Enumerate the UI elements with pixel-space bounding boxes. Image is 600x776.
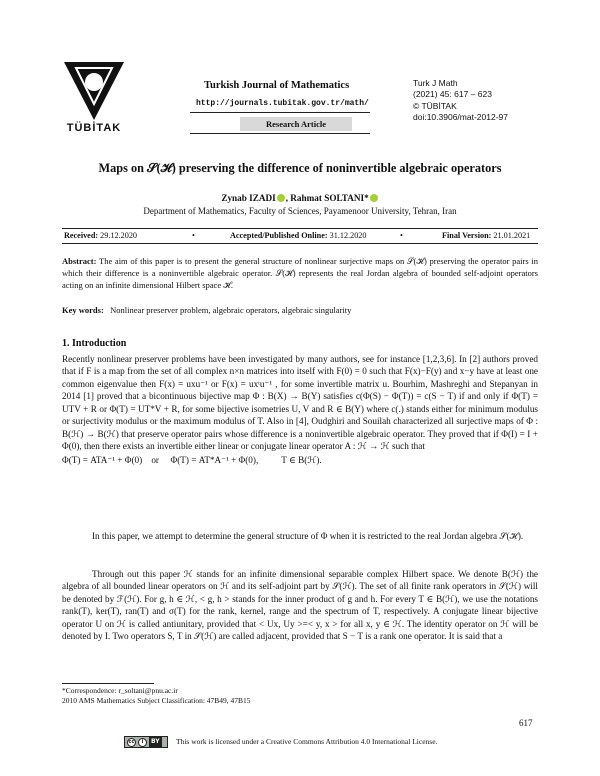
- journal-meta: [413, 78, 508, 123]
- keywords-label: Key words:: [62, 305, 104, 315]
- volume-pages: (2021) 45: 617 – 623: [413, 89, 492, 100]
- doi[interactable]: doi:10.3906/mat-2012-97: [413, 111, 508, 122]
- final-version-date: Final Version: 21.01.2021: [442, 231, 531, 240]
- display-formula: Φ(T) = ATA⁻¹ + Φ(0) or Φ(T) = AT*A⁻¹ + Φ(0), T ∈ B(ℋ).: [62, 454, 322, 465]
- copyright: © TÜBİTAK: [413, 100, 457, 111]
- bullet-separator: •: [400, 231, 403, 240]
- orcid-icon[interactable]: [277, 194, 285, 202]
- author-name: Zynab IZADI: [221, 193, 276, 203]
- msc-note: 2010 AMS Mathematics Subject Classification: 47B49, 47B15: [62, 696, 251, 705]
- journal-url-link[interactable]: http://journals.tubitak.gov.tr/math/: [196, 99, 369, 108]
- journal-abbrev: Turk J Math: [413, 78, 458, 88]
- cc-icon: cc: [128, 738, 135, 745]
- abstract: [62, 255, 538, 292]
- received-date: Received: 29.12.2020: [64, 231, 137, 240]
- keywords-text: Nonlinear preserver problem, algebraic operators, algebraic singularity: [110, 305, 352, 315]
- author-name: Rahmat SOLTANI*: [290, 193, 369, 203]
- body-paragraph: In this paper, we attempt to determine the general structure of Φ when it is restricted to the real Jordan algebra 𝒮(ℋ).: [92, 531, 524, 541]
- bullet-separator: •: [192, 231, 195, 240]
- keywords: [62, 305, 538, 315]
- license-text: This work is licensed under a Creative Commons Attribution 4.0 International License.: [176, 737, 438, 746]
- by-icon: BY: [151, 738, 160, 745]
- dates-divider: [62, 243, 538, 244]
- body-paragraph: Through out this paper ℋ stands for an infinite dimensional separable complex Hilbert space. We denote B(ℋ) the algebra of all bounded linear operators on ℋ and its self-adjoint part by 𝒮(ℋ). The set of all finite rank operators in 𝒮(ℋ) will be denoted by ℱ(ℋ). For g, h ∈ ℋ, < g, h > stands for the inner product of g and h. For every T ∈ B(ℋ), we use the notations rank(T), ker(T), ran(T) and σ(T) for the rank, kernel, range and the spectrum of T, respectively. A conjugate linear bijective operator U on ℋ is called antiunitary, provided that < Ux, Uy >=< y, x > for all x, y ∈ ℋ. The identity operator on ℋ will be denoted by I. Two operators S, T in 𝒮(ℋ) are called adjacent, provided that S − T is a rank one operator. It is said that a: [62, 569, 538, 642]
- article-type-label: Research Article: [240, 117, 352, 131]
- abstract-label: Abstract:: [62, 256, 97, 266]
- affiliation: Department of Mathematics, Faculty of Sciences, Payamenoor University, Tehran, Iran: [143, 206, 457, 216]
- article-title: Maps on 𝒮(ℋ) preserving the difference of noninvertible algebraic operators: [98, 161, 502, 175]
- dates-divider: [62, 228, 538, 229]
- page-number: 617: [519, 718, 533, 728]
- accepted-date: Accepted/Published Online: 31.12.2020: [230, 231, 367, 240]
- correspondence-note: *Correspondence: r_soltani@pnu.ac.ir: [62, 686, 178, 695]
- author-line: Zynab IZADI , Rahmat SOLTANI*: [0, 193, 600, 203]
- cc-license-badge[interactable]: [124, 736, 168, 748]
- logo-text: TÜBİTAK: [66, 122, 122, 134]
- footnotes: [62, 686, 251, 706]
- attribution-icon: i: [138, 738, 147, 747]
- abstract-text: The aim of this paper is to present the general structure of nonlinear surjective maps on 𝒮(ℋ) preserving the operator pairs in which their difference is a noninvertible algebraic operator. 𝒮(ℋ) represents the real Jordan algebra of bounded self-adjoint operators acting on an infinite dimensional Hilbert space ℋ.: [62, 256, 538, 291]
- body-paragraph: Recently nonlinear preserver problems have been investigated by many authors, see for instance [1,2,3,6]. In [2] authors proved that if F is a map from the set of all complex n×n matrices into itself with F(0) = 0 such that F(x)−F(y) and x−y have at least one common eigenvalue then F(x) = uxu⁻¹ or F(x) = uxᵗu⁻¹ , for some invertible matrix u. Bourhim, Mashreghi and Stepanyan in 2014 [1] proved that a bicontinuous bijective map Φ : B(X) → B(Y) satisfies c(Φ(S) − Φ(T)) = c(S − T) if and only if Φ(T) = UTV + R or Φ(T) = UT*V + R, for some bijective isometries U, V and R ∈ B(Y) where c(.) stands either for minimum modulus or surjectivity modulus or the maximum modulus of T. Also in [4], Oudghiri and Souilah characterized all surjective maps of Φ : B(ℋ) → B(ℋ) that preserve operator pairs whose difference is a noninvertible algebraic operator. They proved that if Φ(I) = I + Φ(0), then there exists an invertible either linear or conjugate linear operator A : ℋ → ℋ such that Φ(T) = ATA⁻¹ + Φ(0) or Φ(T) = AT*A⁻¹ + Φ(0), T ∈ B(ℋ).: [62, 354, 538, 465]
- header-divider: [190, 133, 370, 134]
- section-heading: 1. Introduction: [62, 338, 127, 349]
- orcid-icon[interactable]: [370, 194, 378, 202]
- header-divider: [190, 112, 370, 113]
- tubitak-emblem-icon: [62, 60, 126, 122]
- journal-name: Turkish Journal of Mathematics: [204, 80, 350, 91]
- footnote-divider: [62, 683, 154, 684]
